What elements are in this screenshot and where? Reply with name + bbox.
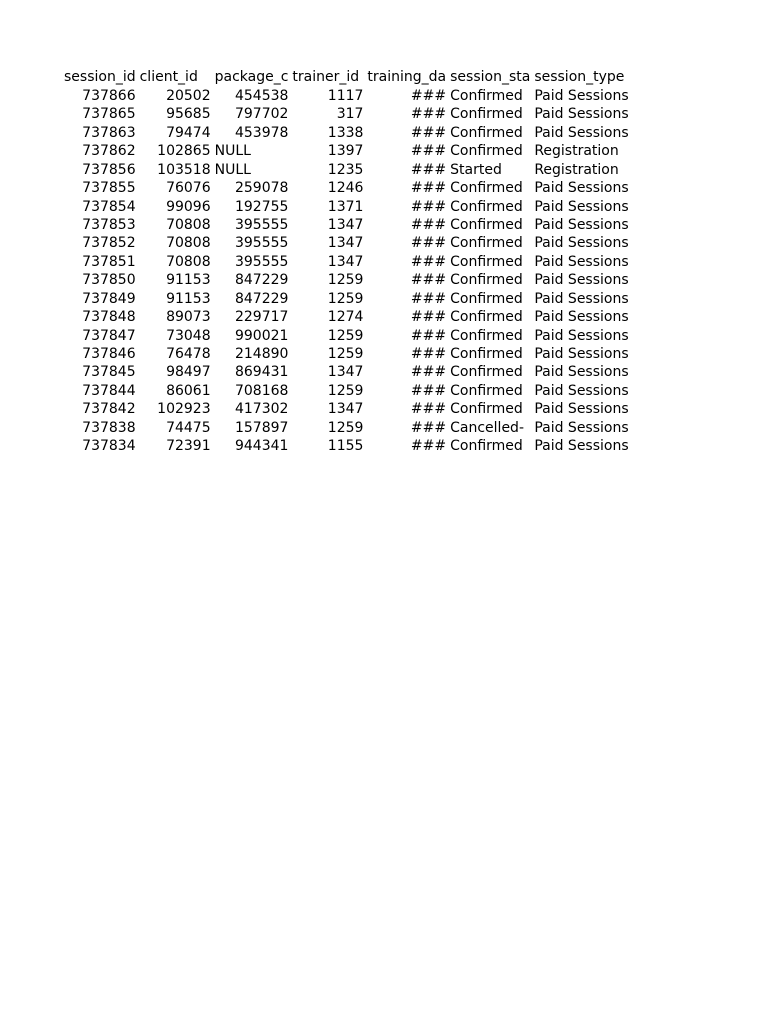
cell-training-date[interactable]: ### <box>410 235 447 252</box>
cell-session-status[interactable]: Confirmed <box>450 364 523 381</box>
cell-trainer-id[interactable]: 1259 <box>327 419 364 436</box>
cell-trainer-id[interactable]: 1235 <box>327 161 364 178</box>
cell-session-status[interactable]: Confirmed <box>450 272 523 289</box>
cell-package[interactable]: 797702 <box>234 106 289 123</box>
cell-trainer-id[interactable]: 1338 <box>327 124 364 141</box>
cell-trainer-id[interactable]: 1347 <box>327 401 364 418</box>
cell-training-date[interactable]: ### <box>410 364 447 381</box>
cell-client-id[interactable]: 103518 <box>157 161 211 178</box>
cell-training-date[interactable]: ### <box>410 253 447 270</box>
cell-session-status[interactable]: Confirmed <box>450 235 523 252</box>
cell-training-date[interactable]: ### <box>410 290 447 307</box>
cell-training-date[interactable]: ### <box>410 87 447 104</box>
table-row <box>62 345 636 363</box>
table-row <box>62 363 636 381</box>
cell-session-type[interactable]: Paid Sessions <box>534 364 629 381</box>
cell-session-status[interactable]: Confirmed <box>450 327 523 344</box>
cell-package[interactable]: 395555 <box>234 216 289 233</box>
cell-client-id[interactable]: 70808 <box>166 253 211 270</box>
cell-client-id[interactable]: 102865 <box>157 143 211 160</box>
cell-session-type[interactable]: Paid Sessions <box>534 401 629 418</box>
cell-session-id[interactable]: 737838 <box>82 419 136 436</box>
cell-session-status[interactable]: Confirmed <box>450 290 523 307</box>
cell-session-status[interactable]: Started <box>450 161 502 178</box>
cell-session-id[interactable]: 737854 <box>82 198 136 215</box>
cell-trainer-id[interactable]: 1259 <box>327 327 364 344</box>
cell-session-status[interactable]: Confirmed <box>450 198 523 215</box>
table-row <box>62 326 636 344</box>
cell-package[interactable]: 869431 <box>234 364 289 381</box>
header-cell-session-status[interactable]: session_sta <box>450 69 531 86</box>
cell-client-id[interactable]: 99096 <box>166 198 211 215</box>
cell-session-id[interactable]: 737846 <box>82 346 136 362</box>
cell-session-id[interactable]: 737852 <box>82 235 136 252</box>
cell-client-id[interactable]: 76478 <box>166 346 211 362</box>
cell-training-date[interactable]: ### <box>410 106 447 123</box>
cell-trainer-id[interactable]: 1259 <box>327 382 364 399</box>
cell-package[interactable]: 395555 <box>234 253 289 270</box>
cell-session-status[interactable]: Confirmed <box>450 309 523 326</box>
cell-training-date[interactable]: ### <box>410 438 447 455</box>
cell-session-type[interactable]: Paid Sessions <box>534 198 629 215</box>
header-cell-package[interactable]: package_c <box>214 69 289 86</box>
cell-session-status[interactable]: Confirmed <box>450 106 523 123</box>
cell-trainer-id[interactable]: 1347 <box>327 253 364 270</box>
cell-session-type[interactable]: Paid Sessions <box>534 180 629 197</box>
cell-trainer-id[interactable]: 1347 <box>327 216 364 233</box>
cell-package[interactable]: 944341 <box>234 438 289 455</box>
cell-package[interactable]: 847229 <box>234 290 289 307</box>
cell-client-id[interactable]: 70808 <box>166 216 211 233</box>
cell-client-id[interactable]: 86061 <box>166 382 211 399</box>
cell-session-type[interactable]: Paid Sessions <box>534 253 629 270</box>
cell-trainer-id[interactable]: 1371 <box>327 198 364 215</box>
spreadsheet-table <box>62 68 636 455</box>
cell-session-status[interactable]: Confirmed <box>450 401 523 418</box>
cell-training-date[interactable]: ### <box>410 309 447 326</box>
cell-trainer-id[interactable]: 1117 <box>327 87 364 104</box>
cell-client-id[interactable]: 73048 <box>166 327 211 344</box>
cell-session-id[interactable]: 737847 <box>82 327 136 344</box>
header-cell-training-date[interactable]: training_da <box>367 69 447 86</box>
cell-session-id[interactable]: 737845 <box>82 364 136 381</box>
table-row <box>62 86 636 104</box>
cell-client-id[interactable]: 98497 <box>166 364 211 381</box>
cell-session-type[interactable]: Registration <box>534 161 619 178</box>
cell-training-date[interactable]: ### <box>410 161 447 178</box>
header-cell-session-id[interactable]: session_id <box>64 69 136 86</box>
cell-client-id[interactable]: 76076 <box>166 180 211 197</box>
table-row <box>62 308 636 326</box>
cell-session-id[interactable]: 737866 <box>82 87 136 104</box>
cell-session-id[interactable]: 737842 <box>82 401 136 418</box>
cell-training-date[interactable]: ### <box>410 419 447 436</box>
cell-session-id[interactable]: 737834 <box>82 438 136 455</box>
table-row <box>62 252 636 270</box>
cell-training-date[interactable]: ### <box>410 346 447 362</box>
cell-session-type[interactable]: Registration <box>534 143 619 160</box>
cell-session-status[interactable]: Confirmed <box>450 253 523 270</box>
spreadsheet-body <box>62 68 636 455</box>
table-row <box>62 271 636 289</box>
cell-session-status[interactable]: Confirmed <box>450 346 523 362</box>
table-row <box>62 234 636 252</box>
cell-session-type[interactable]: Paid Sessions <box>534 216 629 233</box>
cell-trainer-id[interactable]: 1246 <box>327 180 364 197</box>
table-row <box>62 123 636 141</box>
cell-session-id[interactable]: 737853 <box>82 216 136 233</box>
cell-package[interactable]: 214890 <box>234 346 289 362</box>
cell-session-status[interactable]: Confirmed <box>450 180 523 197</box>
table-row <box>62 418 636 436</box>
cell-package[interactable]: 157897 <box>234 419 289 436</box>
table-row <box>62 400 636 418</box>
cell-client-id[interactable]: 91153 <box>166 272 211 289</box>
cell-package[interactable]: 395555 <box>234 235 289 252</box>
cell-training-date[interactable]: ### <box>410 216 447 233</box>
cell-training-date[interactable]: ### <box>410 198 447 215</box>
cell-session-status[interactable]: Cancelled- <box>450 419 524 436</box>
cell-session-type[interactable]: Paid Sessions <box>534 87 629 104</box>
cell-package[interactable]: 847229 <box>234 272 289 289</box>
cell-session-type[interactable]: Paid Sessions <box>534 272 629 289</box>
table-row <box>62 289 636 307</box>
cell-client-id[interactable]: 72391 <box>166 438 211 455</box>
cell-trainer-id[interactable]: 1397 <box>327 143 364 160</box>
header-cell-client-id[interactable]: client_id <box>139 69 198 86</box>
cell-training-date[interactable]: ### <box>410 180 447 197</box>
cell-session-type[interactable]: Paid Sessions <box>534 382 629 399</box>
cell-trainer-id[interactable]: 1259 <box>327 346 364 362</box>
header-cell-trainer-id[interactable]: trainer_id <box>292 69 360 86</box>
cell-session-id[interactable]: 737844 <box>82 382 136 399</box>
cell-trainer-id[interactable]: 1347 <box>327 235 364 252</box>
table-row <box>62 197 636 215</box>
cell-package[interactable]: 454538 <box>234 87 289 104</box>
cell-training-date[interactable]: ### <box>410 143 447 160</box>
header-cell-session-type[interactable]: session_type <box>534 69 625 86</box>
cell-training-date[interactable]: ### <box>410 327 447 344</box>
cell-training-date[interactable]: ### <box>410 124 447 141</box>
cell-session-type[interactable]: Paid Sessions <box>534 235 629 252</box>
cell-package[interactable]: 417302 <box>234 401 289 418</box>
cell-session-id[interactable]: 737849 <box>82 290 136 307</box>
table-row <box>62 105 636 123</box>
table-row <box>62 142 636 160</box>
cell-session-status[interactable]: Confirmed <box>450 382 523 399</box>
table-row <box>62 437 636 455</box>
cell-session-type[interactable]: Paid Sessions <box>534 124 629 141</box>
cell-session-id[interactable]: 737865 <box>82 106 136 123</box>
cell-session-status[interactable]: Confirmed <box>450 438 523 455</box>
cell-session-id[interactable]: 737851 <box>82 253 136 270</box>
table-row <box>62 179 636 197</box>
cell-session-status[interactable]: Confirmed <box>450 87 523 104</box>
table-row <box>62 381 636 399</box>
cell-training-date[interactable]: ### <box>410 382 447 399</box>
cell-package[interactable]: 453978 <box>234 124 289 141</box>
cell-client-id[interactable]: 89073 <box>166 309 211 326</box>
cell-session-id[interactable]: 737856 <box>82 161 136 178</box>
cell-client-id[interactable]: 20502 <box>166 87 211 104</box>
cell-package[interactable]: NULL <box>214 143 251 160</box>
cell-client-id[interactable]: 79474 <box>166 124 211 141</box>
table-row <box>62 160 636 178</box>
cell-session-type[interactable]: Paid Sessions <box>534 346 629 362</box>
cell-session-id[interactable]: 737850 <box>82 272 136 289</box>
cell-session-id[interactable]: 737855 <box>82 180 136 197</box>
cell-package[interactable]: 990021 <box>234 327 289 344</box>
cell-package[interactable]: NULL <box>214 161 251 178</box>
cell-package[interactable]: 192755 <box>234 198 289 215</box>
cell-session-status[interactable]: Confirmed <box>450 143 523 160</box>
cell-session-type[interactable]: Paid Sessions <box>534 327 629 344</box>
cell-client-id[interactable]: 91153 <box>166 290 211 307</box>
cell-client-id[interactable]: 95685 <box>166 106 211 123</box>
cell-session-id[interactable]: 737848 <box>82 309 136 326</box>
cell-package[interactable]: 259078 <box>234 180 289 197</box>
cell-session-id[interactable]: 737862 <box>82 143 136 160</box>
cell-package[interactable]: 229717 <box>234 309 289 326</box>
cell-training-date[interactable]: ### <box>410 401 447 418</box>
cell-session-type[interactable]: Paid Sessions <box>534 309 629 326</box>
cell-session-id[interactable]: 737863 <box>82 124 136 141</box>
cell-session-status[interactable]: Confirmed <box>450 124 523 141</box>
cell-training-date[interactable]: ### <box>410 272 447 289</box>
cell-client-id[interactable]: 70808 <box>166 235 211 252</box>
header-row <box>62 68 636 86</box>
cell-session-type[interactable]: Paid Sessions <box>534 419 629 436</box>
table-row <box>62 216 636 234</box>
cell-trainer-id[interactable]: 1259 <box>327 290 364 307</box>
cell-session-type[interactable]: Paid Sessions <box>534 290 629 307</box>
cell-session-status[interactable]: Confirmed <box>450 216 523 233</box>
cell-trainer-id[interactable]: 1259 <box>327 272 364 289</box>
cell-package[interactable]: 708168 <box>234 382 289 399</box>
cell-trainer-id[interactable]: 1274 <box>327 309 364 326</box>
cell-trainer-id[interactable]: 317 <box>336 106 364 123</box>
cell-trainer-id[interactable]: 1347 <box>327 364 364 381</box>
cell-client-id[interactable]: 102923 <box>157 401 211 418</box>
cell-session-type[interactable]: Paid Sessions <box>534 106 629 123</box>
cell-session-type[interactable]: Paid Sessions <box>534 438 629 455</box>
cell-client-id[interactable]: 74475 <box>166 419 211 436</box>
cell-trainer-id[interactable]: 1155 <box>327 438 364 455</box>
